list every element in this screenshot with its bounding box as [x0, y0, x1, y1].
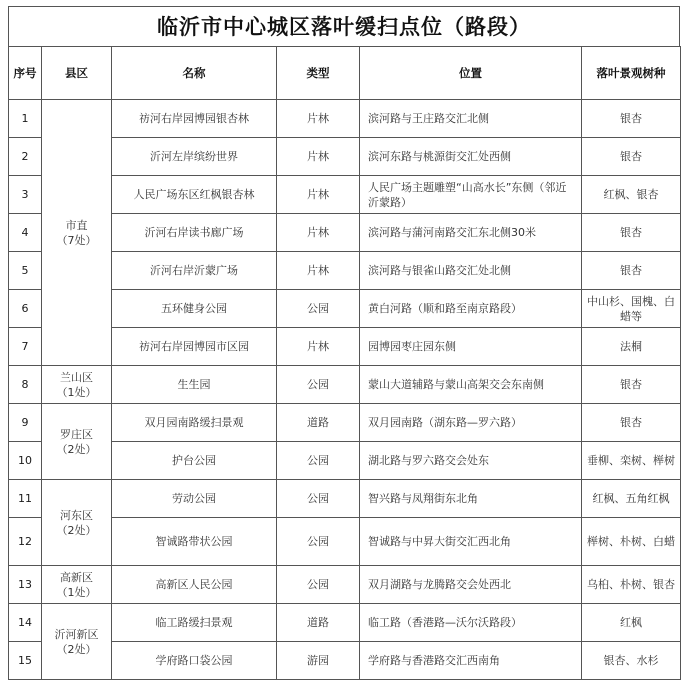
row-type: 公园 [277, 518, 360, 566]
row-trees: 银杏 [582, 366, 681, 404]
row-type: 公园 [277, 566, 360, 604]
row-no: 9 [9, 404, 42, 442]
row-name: 临工路缓扫景观 [112, 604, 277, 642]
row-no: 13 [9, 566, 42, 604]
row-name: 高新区人民公园 [112, 566, 277, 604]
row-location: 滨河路与蒲河南路交汇东北侧30米 [360, 214, 582, 252]
row-type: 公园 [277, 366, 360, 404]
row-location: 双月园南路（湖东路—罗六路） [360, 404, 582, 442]
header-trees: 落叶景观树种 [582, 47, 681, 100]
row-no: 11 [9, 480, 42, 518]
row-type: 片林 [277, 176, 360, 214]
district-cell: 罗庄区 （2处） [42, 404, 112, 480]
row-name: 劳动公园 [112, 480, 277, 518]
row-type: 道路 [277, 404, 360, 442]
row-type: 道路 [277, 604, 360, 642]
row-trees: 榉树、朴树、白蜡 [582, 518, 681, 566]
table-row [9, 404, 681, 442]
row-type: 公园 [277, 290, 360, 328]
table-row [9, 366, 681, 404]
row-location: 人民广场主题雕塑“山高水长”东侧（邻近沂蒙路） [360, 176, 582, 214]
row-type: 公园 [277, 442, 360, 480]
row-type: 片林 [277, 138, 360, 176]
row-location: 蒙山大道辅路与蒙山高架交会东南侧 [360, 366, 582, 404]
row-type: 游园 [277, 642, 360, 680]
row-location: 学府路与香港路交汇西南角 [360, 642, 582, 680]
header-district: 县区 [42, 47, 112, 100]
row-name: 学府路口袋公园 [112, 642, 277, 680]
row-location: 黄白河路（顺和路至南京路段） [360, 290, 582, 328]
row-type: 片林 [277, 328, 360, 366]
table-row [9, 566, 681, 604]
row-type: 片林 [277, 214, 360, 252]
row-no: 14 [9, 604, 42, 642]
row-location: 智诚路与中昇大街交汇西北角 [360, 518, 582, 566]
row-name: 人民广场东区红枫银杏林 [112, 176, 277, 214]
row-no: 2 [9, 138, 42, 176]
locations-table [8, 46, 681, 680]
row-name: 智诚路带状公园 [112, 518, 277, 566]
header-location: 位置 [360, 47, 582, 100]
header-no: 序号 [9, 47, 42, 100]
district-cell: 沂河新区 （2处） [42, 604, 112, 680]
row-no: 6 [9, 290, 42, 328]
row-trees: 红枫 [582, 604, 681, 642]
row-no: 7 [9, 328, 42, 366]
row-location: 双月湖路与龙腾路交会处西北 [360, 566, 582, 604]
row-name: 护台公园 [112, 442, 277, 480]
row-location: 滨河路与银雀山路交汇处北侧 [360, 252, 582, 290]
row-no: 3 [9, 176, 42, 214]
row-name: 沂河右岸沂蒙广场 [112, 252, 277, 290]
row-trees: 法桐 [582, 328, 681, 366]
row-type: 公园 [277, 480, 360, 518]
row-trees: 银杏、水杉 [582, 642, 681, 680]
row-location: 临工路（香港路—沃尔沃路段） [360, 604, 582, 642]
header-name: 名称 [112, 47, 277, 100]
row-name: 五环健身公园 [112, 290, 277, 328]
row-location: 园博园枣庄园东侧 [360, 328, 582, 366]
row-trees: 红枫、银杏 [582, 176, 681, 214]
row-no: 12 [9, 518, 42, 566]
row-name: 沂河右岸读书廊广场 [112, 214, 277, 252]
page-title: 临沂市中心城区落叶缓扫点位（路段） [8, 6, 680, 46]
table-row [9, 604, 681, 642]
row-location: 滨河路与王庄路交汇北侧 [360, 100, 582, 138]
row-trees: 银杏 [582, 138, 681, 176]
row-no: 1 [9, 100, 42, 138]
row-no: 8 [9, 366, 42, 404]
district-cell: 兰山区 （1处） [42, 366, 112, 404]
row-name: 祊河右岸园博园银杏林 [112, 100, 277, 138]
row-name: 沂河左岸缤纷世界 [112, 138, 277, 176]
row-trees: 中山杉、国槐、白蜡等 [582, 290, 681, 328]
row-no: 5 [9, 252, 42, 290]
row-trees: 垂柳、栾树、榉树 [582, 442, 681, 480]
row-no: 10 [9, 442, 42, 480]
table-row [9, 480, 681, 518]
district-cell: 河东区 （2处） [42, 480, 112, 566]
row-trees: 红枫、五角红枫 [582, 480, 681, 518]
row-name: 祊河右岸园博园市区园 [112, 328, 277, 366]
district-cell: 市直 （7处） [42, 100, 112, 366]
row-trees: 银杏 [582, 404, 681, 442]
row-no: 4 [9, 214, 42, 252]
row-trees: 乌桕、朴树、银杏 [582, 566, 681, 604]
row-trees: 银杏 [582, 214, 681, 252]
row-trees: 银杏 [582, 252, 681, 290]
row-location: 湖北路与罗六路交会处东 [360, 442, 582, 480]
row-type: 片林 [277, 252, 360, 290]
table-header-row [9, 47, 681, 100]
row-type: 片林 [277, 100, 360, 138]
row-trees: 银杏 [582, 100, 681, 138]
row-name: 生生园 [112, 366, 277, 404]
row-no: 15 [9, 642, 42, 680]
district-cell: 高新区 （1处） [42, 566, 112, 604]
row-location: 智兴路与凤翔街东北角 [360, 480, 582, 518]
header-type: 类型 [277, 47, 360, 100]
table-row [9, 100, 681, 138]
row-name: 双月园南路缓扫景观 [112, 404, 277, 442]
row-location: 滨河东路与桃源街交汇处西侧 [360, 138, 582, 176]
